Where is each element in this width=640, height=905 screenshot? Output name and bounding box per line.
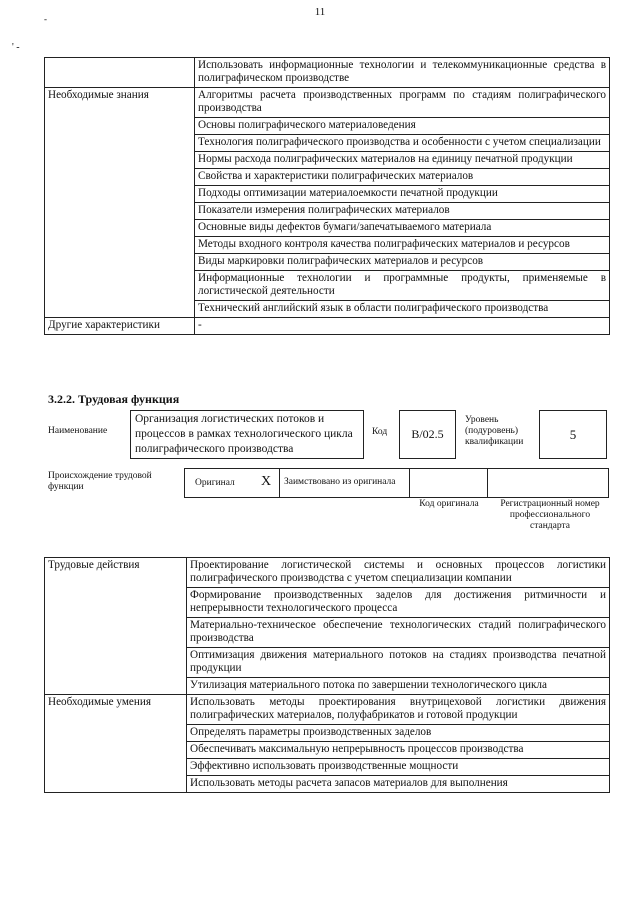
row-value: Подходы оптимизации материалоемкости печатной продукции — [195, 186, 610, 203]
knowledge-row — [45, 118, 610, 135]
row-label — [45, 742, 187, 759]
row-label — [45, 588, 187, 618]
row-value: Формирование производственных заделов для достижения ритмичности и непрерывности технологического процесса — [187, 588, 610, 618]
row-value: Технический английский язык в области полиграфического производства — [195, 301, 610, 318]
borrowed-label: Заимствовано из оригинала — [284, 477, 396, 487]
knowledge-table — [44, 57, 610, 335]
action-row — [45, 695, 610, 725]
row-value: Материально-техническое обеспечение технологических стадий полиграфического производства — [187, 618, 610, 648]
margin-mark: - — [44, 14, 47, 24]
row-value: Нормы расхода полиграфических материалов на единицу печатной продукции — [195, 152, 610, 169]
knowledge-row — [45, 203, 610, 220]
function-name: Организация логистических потоков и процессов в рамках технологического цикла полиграфического производства — [135, 413, 353, 455]
action-row — [45, 558, 610, 588]
code-box — [399, 410, 456, 459]
reg-caption: Регистрационный номер профессионального стандарта — [500, 499, 600, 531]
reg-number-cell — [487, 468, 609, 498]
knowledge-row — [45, 254, 610, 271]
row-label — [45, 271, 195, 301]
row-label — [45, 759, 187, 776]
action-row — [45, 742, 610, 759]
row-value: Использовать методы проектирования внутрицеховой логистики движения полиграфических материалов, полуфабрикатов и готовой продукции — [187, 695, 610, 725]
row-label: Другие характеристики — [45, 318, 195, 335]
row-label — [45, 648, 187, 678]
row-label — [45, 254, 195, 271]
row-label — [45, 220, 195, 237]
row-label — [45, 118, 195, 135]
origin-label: Происхождение трудовой функции — [48, 471, 152, 492]
row-value: Использовать информационные технологии и телекоммуникационные средства в полиграфическом производстве — [195, 58, 610, 88]
original-mark: X — [261, 474, 272, 489]
borrowed-cell — [279, 468, 410, 498]
row-value: Свойства и характеристики полиграфических материалов — [195, 169, 610, 186]
row-label — [45, 618, 187, 648]
knowledge-row — [45, 58, 610, 88]
action-row — [45, 759, 610, 776]
actions-table — [44, 557, 610, 793]
row-label — [45, 58, 195, 88]
row-value: Информационные технологии и программные продукты, применяемые в логистической деятельности — [195, 271, 610, 301]
row-label — [45, 186, 195, 203]
page-number: 11 — [314, 6, 326, 18]
row-value: Методы входного контроля качества полиграфических материалов и ресурсов — [195, 237, 610, 254]
action-row — [45, 648, 610, 678]
function-name-box — [130, 410, 364, 459]
row-value: Основы полиграфического материаловедения — [195, 118, 610, 135]
knowledge-row — [45, 186, 610, 203]
row-value: Основные виды дефектов бумаги/запечатываемого материала — [195, 220, 610, 237]
row-label: Трудовые действия — [45, 558, 187, 588]
code-label: Код — [372, 427, 388, 437]
original-code-cell — [409, 468, 488, 498]
row-value: Оптимизация движения материального потоков на стадиях производства печатной продукции — [187, 648, 610, 678]
row-value: Проектирование логистической системы и основных процессов логистики полиграфического производства с учетом специализации компании — [187, 558, 610, 588]
knowledge-row — [45, 237, 610, 254]
row-value: Технология полиграфического производства и особенности с учетом специализации — [195, 135, 610, 152]
row-label — [45, 678, 187, 695]
row-label — [45, 152, 195, 169]
action-row — [45, 588, 610, 618]
row-value: Определять параметры производственных заделов — [187, 725, 610, 742]
knowledge-row — [45, 271, 610, 301]
level-value: 5 — [569, 426, 577, 442]
knowledge-row — [45, 152, 610, 169]
row-value: - — [195, 318, 610, 335]
knowledge-row — [45, 88, 610, 118]
row-label — [45, 776, 187, 793]
margin-mark: ' - — [12, 42, 20, 53]
row-label — [45, 301, 195, 318]
row-value: Виды маркировки полиграфических материалов и ресурсов — [195, 254, 610, 271]
action-row — [45, 618, 610, 648]
row-label: Необходимые знания — [45, 88, 195, 118]
row-value: Показатели измерения полиграфических материалов — [195, 203, 610, 220]
action-row — [45, 678, 610, 695]
row-value: Эффективно использовать производственные мощности — [187, 759, 610, 776]
row-value: Утилизация материального потока по завершении технологического цикла — [187, 678, 610, 695]
action-row — [45, 725, 610, 742]
row-value: Алгоритмы расчета производственных программ по стадиям полиграфического производства — [195, 88, 610, 118]
knowledge-row — [45, 220, 610, 237]
section-title: 3.2.2. Трудовая функция — [48, 392, 180, 406]
name-label: Наименование — [48, 426, 108, 436]
knowledge-row — [45, 169, 610, 186]
code-caption: Код оригинала — [419, 499, 479, 509]
level-box — [539, 410, 607, 459]
row-label — [45, 203, 195, 220]
row-label: Необходимые умения — [45, 695, 187, 725]
row-label — [45, 725, 187, 742]
row-value: Использовать методы расчета запасов материалов для выполнения — [187, 776, 610, 793]
level-label: Уровень (подуровень) квалификации — [465, 415, 524, 447]
original-label: Оригинал — [195, 478, 235, 488]
knowledge-row — [45, 301, 610, 318]
code-value: B/02.5 — [411, 427, 444, 441]
row-value: Обеспечивать максимальную непрерывность процессов производства — [187, 742, 610, 759]
row-label — [45, 169, 195, 186]
original-cell — [184, 468, 280, 498]
knowledge-row — [45, 318, 610, 335]
knowledge-row — [45, 135, 610, 152]
row-label — [45, 135, 195, 152]
row-label — [45, 237, 195, 254]
action-row — [45, 776, 610, 793]
